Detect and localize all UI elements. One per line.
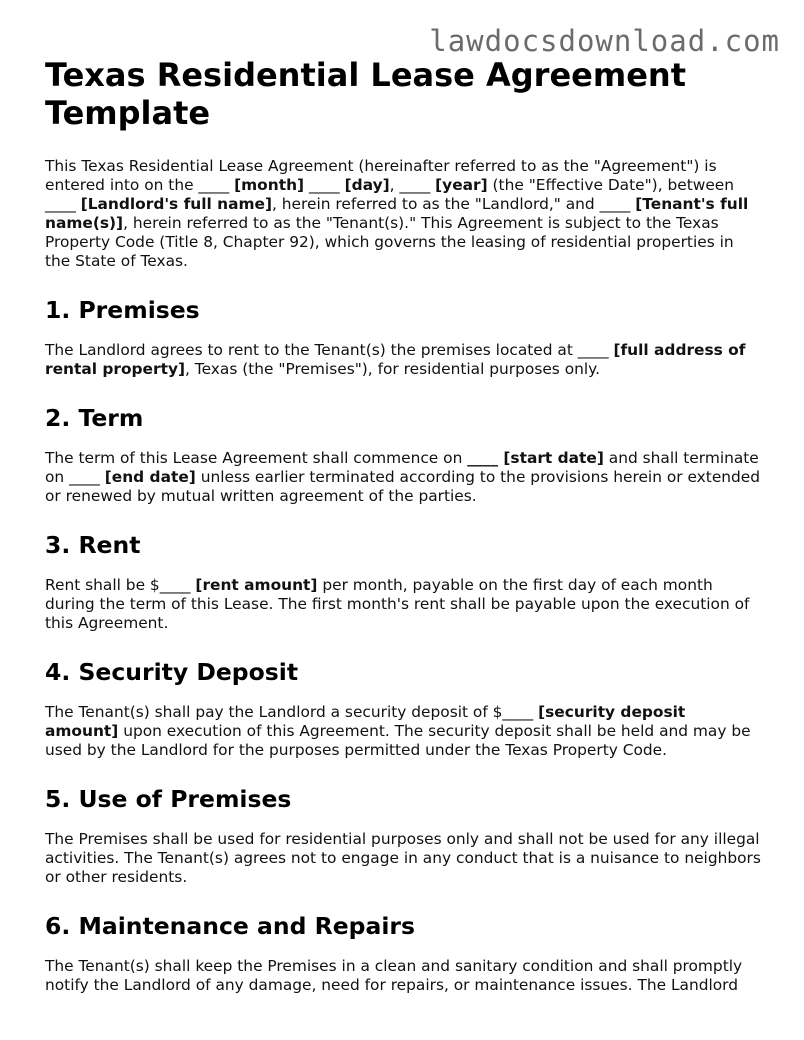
watermark-text: lawdocsdownload.com — [429, 24, 780, 58]
end-date-placeholder: [end date] — [104, 468, 196, 486]
month-placeholder: [month] — [234, 176, 305, 194]
security-deposit-heading: 4. Security Deposit — [45, 658, 299, 686]
intro-text-2: ____ — [304, 176, 345, 194]
maintenance-heading: 6. Maintenance and Repairs — [45, 912, 415, 940]
document-page — [45, 56, 763, 995]
address-placeholder: [full address of rental property] — [45, 341, 746, 378]
intro-text-5: , herein referred to as the "Landlord," and ____ — [272, 195, 636, 213]
intro-text-6: , herein referred to as the "Tenant(s)." This Agreement is subject to the Texas Property Code (Title 8, Chapter 92), which governs the leasing of residential properties in the State of Texas. — [45, 214, 734, 270]
start-date-blank: ____ — [467, 449, 499, 467]
year-placeholder: [year] — [435, 176, 488, 194]
term-paragraph — [45, 449, 763, 506]
premises-text-2: , Texas (the "Premises"), for residential purposes only. — [185, 360, 600, 378]
use-of-premises-heading: 5. Use of Premises — [45, 785, 292, 813]
intro-text-3: , ____ — [389, 176, 436, 194]
deposit-amount-placeholder: [security deposit amount] — [45, 703, 686, 740]
premises-paragraph — [45, 341, 763, 379]
premises-text-1: The Landlord agrees to rent to the Tenant(s) the premises located at ____ — [45, 341, 614, 359]
intro-text-4: (the "Effective Date"), between ____ — [45, 176, 735, 213]
day-placeholder: [day] — [344, 176, 390, 194]
deposit-text-2: upon execution of this Agreement. The security deposit shall be held and may be used by the Landlord for the purposes permitted under the Texas Property Code. — [45, 722, 751, 759]
maintenance-paragraph: The Tenant(s) shall keep the Premises in a clean and sanitary condition and shall promptly notify the Landlord of any damage, need for repairs, or maintenance issues. The Landlord — [45, 957, 743, 994]
landlord-name-placeholder: [Landlord's full name] — [80, 195, 272, 213]
tenant-name-placeholder: [Tenant's full name(s)] — [45, 195, 749, 232]
document-title: Texas Residential Lease Agreement Template — [45, 56, 686, 132]
use-of-premises-paragraph: The Premises shall be used for residential purposes only and shall not be used for any illegal activities. The Tenant(s) agrees not to engage in any conduct that is a nuisance to neighbors or other residents. — [45, 830, 761, 886]
start-date-placeholder: [start date] — [498, 449, 604, 467]
premises-heading: 1. Premises — [45, 296, 200, 324]
rent-heading: 3. Rent — [45, 531, 141, 559]
term-text-3: unless earlier terminated according to the provisions herein or extended or renewed by mutual written agreement of the parties. — [45, 468, 761, 505]
term-text-2: and shall terminate on ____ — [45, 449, 759, 486]
term-heading: 2. Term — [45, 404, 144, 432]
rent-text-1: Rent shall be $____ — [45, 576, 196, 594]
rent-amount-placeholder: [rent amount] — [195, 576, 318, 594]
intro-paragraph — [45, 157, 763, 271]
intro-text-1: This Texas Residential Lease Agreement (hereinafter referred to as the "Agreement") is entered into on the ____ — [45, 157, 717, 194]
deposit-text-1: The Tenant(s) shall pay the Landlord a security deposit of $____ — [45, 703, 539, 721]
rent-paragraph — [45, 576, 763, 633]
security-deposit-paragraph — [45, 703, 763, 760]
term-text-1: The term of this Lease Agreement shall commence on — [45, 449, 468, 467]
rent-text-2: per month, payable on the first day of each month during the term of this Lease. The first month's rent shall be payable upon the execution of this Agreement. — [45, 576, 750, 632]
